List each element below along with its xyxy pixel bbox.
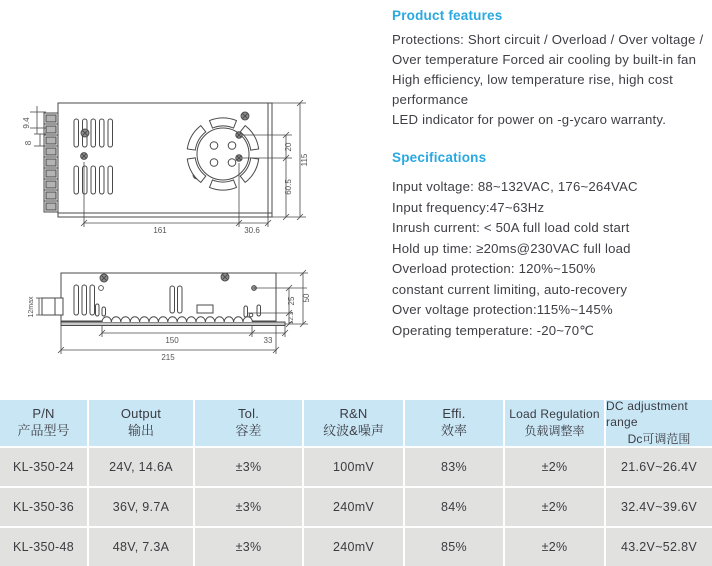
feature-line: Over temperature Forced air cooling by built-in fan [392,52,697,67]
fan [181,109,266,199]
dim-label: 150 [165,336,179,345]
dim-label: 12.3 [288,311,295,325]
header-en: Output [120,406,162,421]
dim-label: 30.6 [244,226,260,235]
spec-line: Inrush current: < 50A full load cold start [392,220,630,235]
cell-effi: 83% [405,448,503,486]
table-header-rn [304,400,403,446]
table-header-load-regulation [505,400,604,446]
header-en: R&N [339,406,368,421]
cell-pn: KL-350-48 [0,528,87,566]
product-features-section [392,8,710,130]
header-en: Effi. [442,406,466,421]
spec-line: constant current limiting, auto-recovery [392,281,628,297]
header-en: DC adjustment range [606,399,688,429]
dim-label: 60.5 [284,179,293,195]
dim-label: 50 [302,293,311,303]
cell-loadreg: ±2% [505,488,604,526]
cell-output: 24V, 14.6A [89,448,193,486]
cell-output: 36V, 9.7A [89,488,193,526]
header-zh: Dc可调范围 [627,432,691,446]
cell-dcrange: 21.6V~26.4V [606,448,712,486]
dimension-lines [30,100,306,227]
top-view-drawing [0,88,330,248]
spec-line: Input frequency:47~63Hz [392,199,545,215]
cell-tol: ±3% [195,448,302,486]
dim-label: 115 [300,153,309,167]
spec-line: Over voltage protection:115%~145% [392,302,613,317]
header-zh: 产品型号 [17,423,70,438]
cell-rn: 240mV [304,488,403,526]
cell-pn: KL-350-24 [0,448,87,486]
cell-pn: KL-350-36 [0,488,87,526]
cell-output: 48V, 7.3A [89,528,193,566]
cell-rn: 240mV [304,528,403,566]
table-header-dc-range [606,400,712,446]
header-zh: 纹波&噪声 [323,423,384,438]
header-zh: 容差 [235,423,262,438]
table-header-pn [0,400,87,446]
table-header-effi [405,400,503,446]
dim-label: 9.4 [22,117,31,129]
header-zh: 效率 [440,423,467,438]
output-connector [42,298,63,315]
feature-line: High efficiency, low temperature rise, high cost [392,72,674,87]
header-en: P/N [32,406,55,421]
model-spec-table [0,400,712,566]
header-en: Tol. [237,406,260,421]
spec-line: Overload protection: 120%~150% [392,261,596,276]
table-header-tol [195,400,302,446]
terminal-block [44,113,58,212]
feature-line: Protections: Short circuit / Overload / Over voltage / [392,32,704,47]
spec-line: Input voltage: 88~132VAC, 176~264VAC [392,179,638,194]
vent-slots [74,119,113,194]
spec-line: Operating temperature: -20~70℃ [392,322,595,338]
cell-dcrange: 43.2V~52.8V [606,528,712,566]
feature-line: performance [392,92,469,107]
header-en: Load Regulation [509,407,600,421]
dim-label: 33 [263,336,273,345]
cell-loadreg: ±2% [505,528,604,566]
dim-label: 12max [28,296,35,318]
cell-tol: ±3% [195,488,302,526]
header-zh: 输出 [127,423,154,438]
product-features-title: Product features [392,8,503,23]
specifications-section [392,150,710,341]
cell-rn: 100mV [304,448,403,486]
cell-effi: 85% [405,528,503,566]
header-zh: 负载调整率 [524,424,585,438]
cell-tol: ±3% [195,528,302,566]
dim-label: 161 [153,226,167,235]
louver-edge [102,317,252,322]
cell-loadreg: ±2% [505,448,604,486]
dim-label: 215 [161,353,175,362]
side-view-drawing [0,252,330,370]
dim-label: 8 [24,140,33,146]
cell-effi: 84% [405,488,503,526]
feature-line: LED indicator for power on -g-ycaro warranty. [392,112,667,127]
dim-label: 20 [284,142,293,152]
specifications-title: Specifications [392,150,487,165]
cell-dcrange: 32.4V~39.6V [606,488,712,526]
spec-line: Hold up time: ≥20ms@230VAC full load [392,240,631,256]
base-plate [61,322,285,326]
table-header-output [89,400,193,446]
dim-label: 25 [287,296,296,306]
